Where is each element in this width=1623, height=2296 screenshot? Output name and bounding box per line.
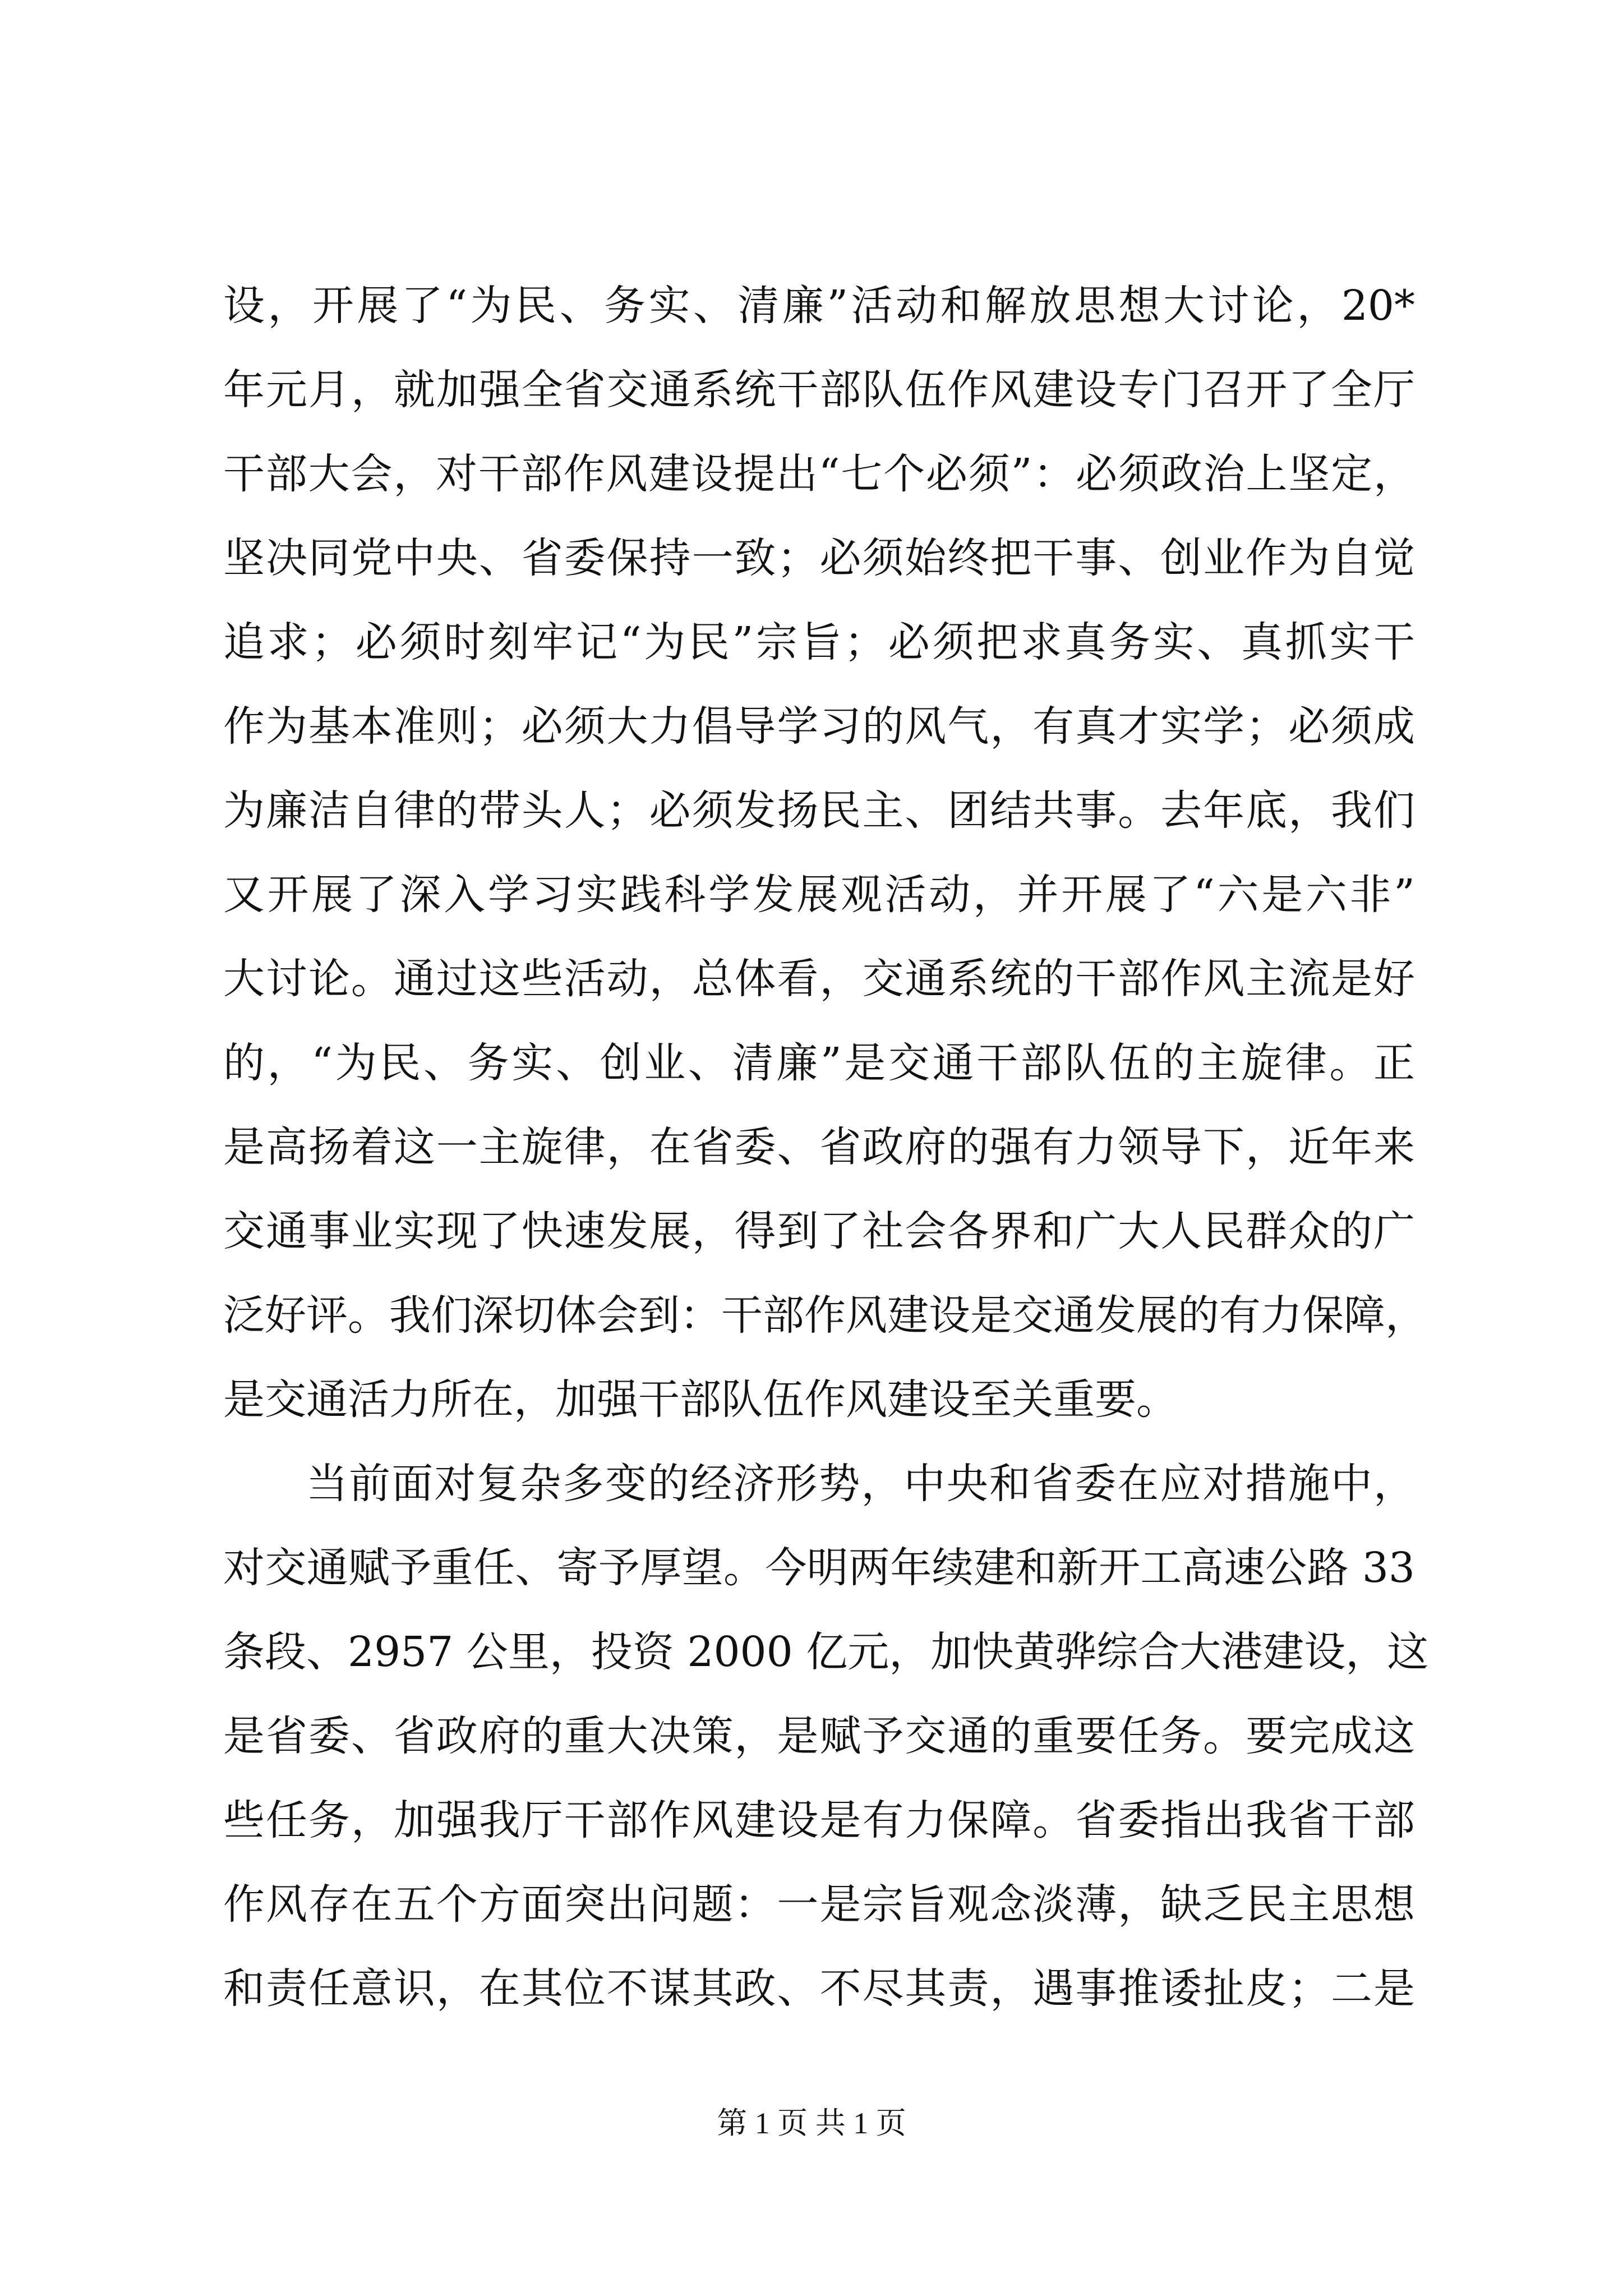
- text-line: 的，“为民、务实、创业、清廉”是交通干部队伍的主旋律。正: [223, 1039, 1415, 1087]
- text-line: 又开展了深入学习实践科学发展观活动，并开展了“六是六非”: [223, 871, 1415, 919]
- text-line: 大讨论。通过这些活动，总体看，交通系统的干部作风主流是好: [223, 955, 1415, 1003]
- text-line: 些任务，加强我厅干部作风建设是有力保障。省委指出我省干部: [223, 1796, 1415, 1844]
- text-line: 作风存在五个方面突出问题：一是宗旨观念淡薄，缺乏民主思想: [223, 1880, 1415, 1929]
- text-line: 是交通活力所在，加强干部队伍作风建设至关重要。: [223, 1375, 1178, 1424]
- text-line: 设，开展了“为民、务实、清廉”活动和解放思想大讨论，20*: [223, 282, 1415, 330]
- text-line: 是高扬着这一主旋律，在省委、省政府的强有力领导下，近年来: [223, 1123, 1415, 1171]
- page-footer: 第 1 页 共 1 页: [717, 2106, 906, 2140]
- text-line: 和责任意识，在其位不谋其政、不尽其责，遇事推诿扯皮；二是: [223, 1964, 1415, 2013]
- text-line: 条段、2957 公里，投资 2000 亿元，加快黄骅综合大港建设，这: [223, 1628, 1429, 1676]
- text-line: 是省委、省政府的重大决策，是赋予交通的重要任务。要完成这: [223, 1712, 1415, 1760]
- text-line: 坚决同党中央、省委保持一致；必须始终把干事、创业作为自觉: [223, 534, 1415, 582]
- text-line: 交通事业实现了快速发展，得到了社会各界和广大人民群众的广: [223, 1207, 1415, 1255]
- text-line: 对交通赋予重任、寄予厚望。今明两年续建和新开工高速公路 33: [223, 1544, 1415, 1592]
- text-line: 追求；必须时刻牢记“为民”宗旨；必须把求真务实、真抓实干: [223, 618, 1415, 666]
- paragraph-first-line: 当前面对复杂多变的经济形势，中央和省委在应对措施中，: [306, 1460, 1415, 1508]
- text-line: 泛好评。我们深切体会到：干部作风建设是交通发展的有力保障，: [223, 1291, 1427, 1340]
- text-line: 干部大会，对干部作风建设提出“七个必须”：必须政治上坚定，: [223, 450, 1415, 498]
- text-line: 作为基本准则；必须大力倡导学习的风气，有真才实学；必须成: [223, 702, 1415, 751]
- text-line: 年元月，就加强全省交通系统干部队伍作风建设专门召开了全厅: [223, 366, 1415, 414]
- text-line: 为廉洁自律的带头人；必须发扬民主、团结共事。去年底，我们: [223, 786, 1415, 835]
